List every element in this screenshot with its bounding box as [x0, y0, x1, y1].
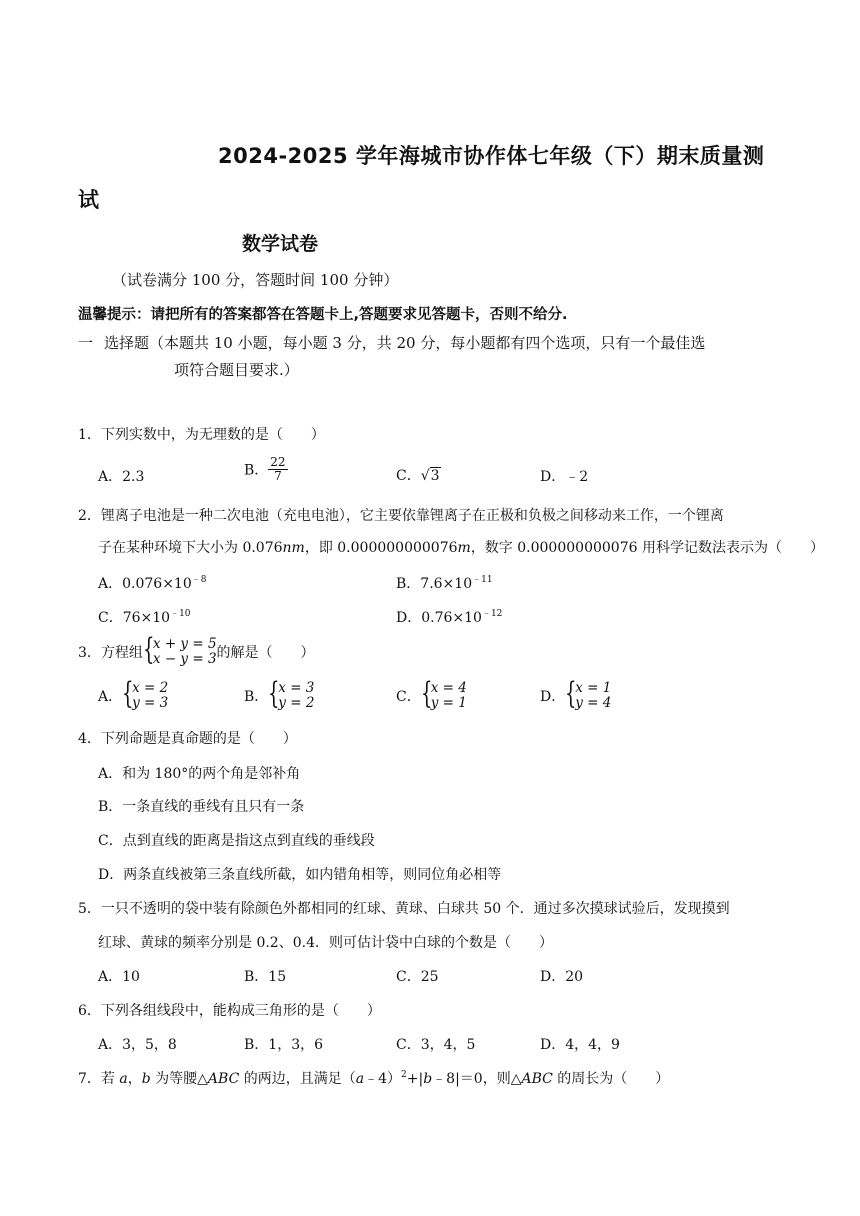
- option-exponent: ﹣10: [170, 609, 191, 619]
- solution-system: [122, 676, 169, 711]
- option-label: A．: [98, 689, 123, 705]
- option-exponent: ﹣11: [472, 575, 493, 585]
- question-3-option-c: [396, 676, 467, 711]
- question-3-option-b: [244, 676, 315, 711]
- unit-m: m: [457, 540, 471, 556]
- brace-icon: {: [420, 676, 433, 711]
- section-heading-line2: 项符合题目要求.）: [174, 361, 299, 379]
- solution-system: [565, 676, 612, 711]
- fraction-denominator: 7: [274, 469, 282, 483]
- q7-text: ，: [127, 1071, 142, 1087]
- page-subtitle: 数学试卷: [242, 233, 319, 255]
- radicand: 3: [430, 468, 440, 484]
- question-6-option-c: C．3，4，5: [396, 1037, 476, 1053]
- question-7-stem: [78, 1068, 669, 1088]
- question-4-option-d: D．两条直线被第三条直线所截，如内错角相等，则同位角必相等: [98, 867, 502, 883]
- option-base: B．7.6×10: [396, 576, 473, 592]
- option-base: D．0.76×10: [396, 610, 482, 626]
- question-6-stem: 6．下列各组线段中，能构成三角形的是（ ）: [78, 1003, 381, 1019]
- question-5-line2: 红球、黄球的频率分别是 0.2、0.4．则可估计袋中白球的个数是（ ）: [98, 935, 553, 951]
- question-3-text-post: 的解是（ ）: [216, 645, 315, 661]
- option-label: C．: [396, 689, 421, 705]
- question-3-text-pre: 3．方程组: [78, 645, 143, 661]
- option-c-label: C．: [396, 468, 421, 484]
- triangle-name: ABC: [207, 1071, 240, 1087]
- solution-x: x = 3: [278, 680, 315, 696]
- square-root: √3: [420, 468, 440, 484]
- question-1-stem: 1．下列实数中，为无理数的是（ ）: [78, 427, 325, 443]
- q7-text: 的两边，且满足（: [239, 1071, 356, 1087]
- option-b-label: B．: [244, 462, 269, 479]
- question-1-option-a: A．2.3: [98, 469, 145, 485]
- question-4-option-c: C．点到直线的距离是指这点到直线的垂线段: [98, 833, 375, 849]
- solution-system: [268, 676, 315, 711]
- question-3-stem: [78, 632, 315, 667]
- q7-text: 7．若: [78, 1071, 120, 1087]
- equation-2: x − y = 3: [152, 651, 217, 667]
- page-title: 2024-2025 学年海城市协作体七年级（下）期末质量测: [218, 144, 765, 168]
- option-exponent: ﹣8: [191, 575, 207, 585]
- question-4-stem: 4．下列命题是真命题的是（ ）: [78, 731, 297, 747]
- solution-y: y = 2: [278, 695, 315, 711]
- solution-x: x = 1: [575, 680, 612, 696]
- question-2-option-b: [396, 572, 493, 593]
- question-3-option-a: [98, 676, 169, 711]
- option-exponent: ﹣12: [481, 609, 503, 619]
- warning-note: 温馨提示：请把所有的答案都答在答题卡上,答题要求见答题卡，否则不给分.: [78, 307, 568, 323]
- option-label: B．: [244, 689, 269, 705]
- page-title-continued: 试: [78, 188, 100, 212]
- question-5-option-a: A．10: [98, 969, 140, 985]
- option-base: A．0.076×10: [98, 576, 192, 592]
- exam-info: （试卷满分 100 分，答题时间 100 分钟）: [112, 271, 399, 289]
- fraction: [268, 456, 287, 483]
- equation-system: [142, 632, 217, 667]
- question-2-text-b: ，即 0.000000000076: [304, 540, 458, 556]
- solution-y: y = 1: [430, 695, 467, 711]
- question-2-text-a: 子在某种环境下大小为 0.076: [98, 540, 283, 556]
- section-number: 一: [78, 334, 94, 352]
- question-2-line2: [98, 537, 824, 557]
- question-1-option-d: D．﹣2: [540, 469, 589, 485]
- question-1-option-b: [244, 456, 288, 483]
- question-1-option-c: [396, 465, 441, 485]
- q7-text: +|: [406, 1071, 424, 1087]
- question-5-line1: 5．一只不透明的袋中装有除颜色外都相同的红球、黄球、白球共 50 个．通过多次摸球试验后，发现摸到: [78, 901, 730, 917]
- option-base: C．76×10: [98, 610, 171, 626]
- question-2-option-a: [98, 572, 206, 593]
- section-heading-line1: 选择题（本题共 10 小题，每小题 3 分，共 20 分，每小题都有四个选项，只有一个最佳选: [104, 334, 706, 352]
- var-b: b: [423, 1071, 433, 1087]
- q7-text: ﹣8|＝0，则△: [432, 1071, 522, 1087]
- brace-icon: {: [142, 632, 155, 667]
- solution-system: [420, 676, 467, 711]
- question-2-option-d: [396, 606, 502, 627]
- question-5-option-d: D．20: [540, 969, 584, 985]
- brace-icon: {: [565, 676, 577, 711]
- solution-x: x = 4: [430, 680, 467, 696]
- equation-1: x + y = 5: [152, 636, 217, 652]
- question-6-option-b: B．1，3，6: [244, 1037, 324, 1053]
- solution-y: y = 4: [575, 695, 612, 711]
- var-a: a: [119, 1071, 128, 1087]
- question-6-option-a: A．3，5，8: [98, 1037, 177, 1053]
- question-3-option-d: [540, 676, 612, 711]
- question-2-option-c: [98, 606, 191, 627]
- exponent: 2: [401, 1070, 407, 1080]
- question-2-text-c: ，数字 0.000000000076 用科学记数法表示为（ ）: [470, 540, 824, 556]
- question-6-option-d: D．4，4，9: [540, 1037, 620, 1053]
- solution-y: y = 3: [132, 695, 169, 711]
- triangle-name: ABC: [521, 1071, 553, 1087]
- option-label: D．: [540, 689, 566, 705]
- question-4-option-b: B．一条直线的垂线有且只有一条: [98, 799, 305, 815]
- solution-x: x = 2: [132, 680, 169, 696]
- brace-icon: {: [122, 676, 134, 711]
- fraction-numerator: 22: [270, 455, 286, 469]
- q7-text: ﹣4）: [364, 1071, 402, 1087]
- var-a: a: [355, 1071, 365, 1087]
- question-2-line1: 2．锂离子电池是一种二次电池（充电电池），它主要依靠锂离子在正极和负极之间移动来工作，一个锂离: [78, 508, 724, 524]
- brace-icon: {: [268, 676, 280, 711]
- q7-text: 的周长为（ ）: [552, 1071, 670, 1087]
- q7-text: 为等腰△: [150, 1071, 208, 1087]
- unit-nm: nm: [282, 540, 305, 556]
- question-5-option-c: C．25: [396, 969, 439, 985]
- var-b: b: [141, 1071, 151, 1087]
- question-4-option-a: A．和为 180°的两个角是邻补角: [98, 766, 301, 782]
- question-5-option-b: B．15: [244, 969, 287, 985]
